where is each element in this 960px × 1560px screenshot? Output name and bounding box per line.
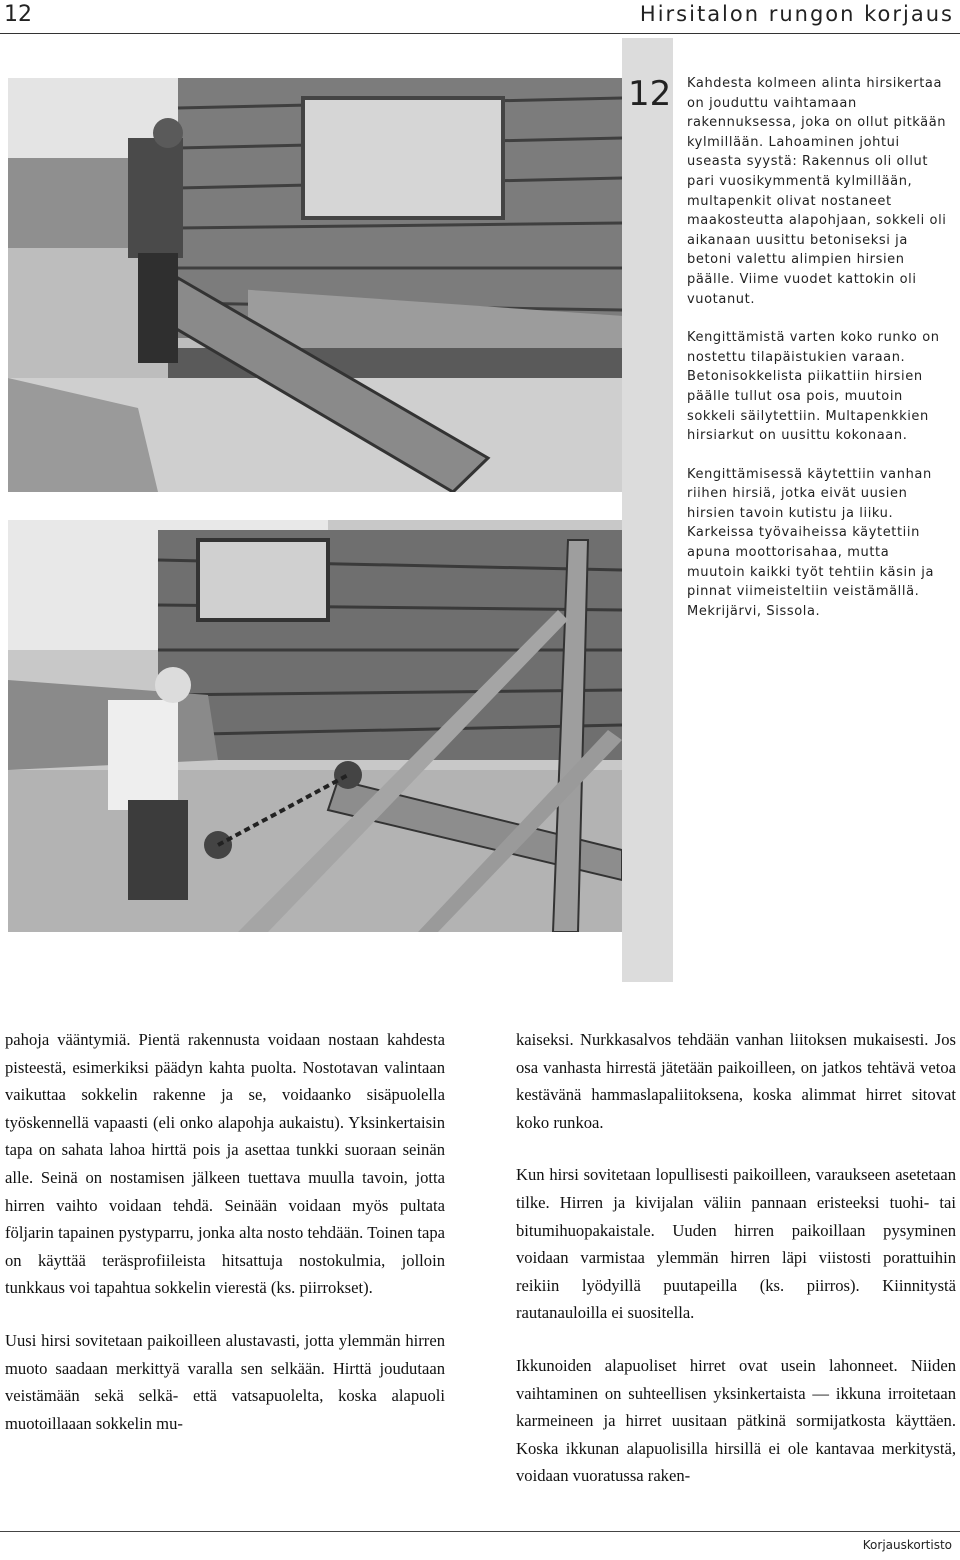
photo-bottom bbox=[8, 520, 622, 932]
body-paragraph: kaiseksi. Nurkkasalvos tehdään vanhan liitoksen mukaisesti. Jos osa vanhasta hirrestä jätetään paikoilleen, on jatkos tehtävä vetoa kestävänä hammaslapaliitoksena, koska alimmat hirret sitovat koko runkoa. bbox=[516, 1030, 956, 1132]
photo-top-illustration bbox=[8, 78, 622, 492]
body-paragraph: Uusi hirsi sovitetaan paikoilleen alustavasti, jotta ylemmän hirren muoto saadaan merkittyä varalla sen selkään. Hirttä joudutaan veistämään sekä selkä- että vatsapuolelta, koska alapuoli muotoillaaan sokkelin mu- bbox=[5, 1330, 445, 1433]
body-paragraph: Kun hirsi sovitetaan lopullisesti paikoilleen, varaukseen asetetaan tilke. Hirren ja kivijalan väliin pannaan eristeeksi tuohi- tai bitumihuopakaistale. Uuden hirren paikoillaan pysyminen voidaan varmistaa ylemmän hirren läpi viistosti porattuihin reikiin lyödyillä puutapeilla (ks. piirros). Kiinnitystä rautanauloilla ei suositella. bbox=[516, 1165, 956, 1323]
figure-caption bbox=[687, 74, 949, 640]
figure-number: 12 bbox=[628, 74, 672, 114]
body-column-left bbox=[5, 1026, 445, 1462]
photo-bottom-illustration bbox=[8, 520, 622, 932]
footer-divider bbox=[0, 1531, 960, 1532]
caption-paragraph: Kahdesta kolmeen alinta hirsikertaa on jouduttu vaihtamaan rakennuksessa, joka on ollut pitkään kylmillään. Lahoaminen johtui useasta syystä: Rakennus oli ollut pari vuosikymmentä kylmillään, multapenkit olivat nostaneet maakosteutta alapohjaan, sokkeli oli aikanaan uusittu betoniseksi ja betoni valettu alimpien hirsien päälle. Viime vuodet kattokin oli vuotanut. bbox=[687, 76, 947, 307]
header-divider bbox=[0, 33, 960, 34]
photo-top bbox=[8, 78, 622, 492]
caption-band bbox=[622, 38, 673, 982]
footer-label: Korjauskortisto bbox=[862, 1538, 952, 1552]
body-paragraph: Ikkunoiden alapuoliset hirret ovat usein lahonneet. Niiden vaihtaminen on suhteellisen yksinkertaista — ikkuna irroitetaan karmeineen ja hirret uusitaan pätkinä sormijatkosta käyttäen. Koska ikkunan alapuolisilla hirsillä ei ole kantavaa merkitystä, voidaan vuoratussa raken- bbox=[516, 1355, 956, 1486]
body-column-right bbox=[516, 1026, 956, 1515]
page-header bbox=[0, 0, 960, 34]
caption-paragraph: Kengittämisessä käytettiin vanhan riihen hirsiä, jotka eivät uusien hirsien tavoin kutistu ja liiku. Karkeissa työvaiheissa käytettiin apuna moottorisahaa, mutta muutoin kaikki työt tehtiin käsin ja pinnat viimeisteltiin veistämällä. Mekrijärvi, Sissola. bbox=[687, 466, 935, 619]
page-title: Hirsitalon rungon korjaus bbox=[639, 2, 954, 26]
caption-paragraph: Kengittämistä varten koko runko on nostettu tilapäistukien varaan. Betonisokkelista piikattiin hirsien päälle tullut osa pois, muutoin sokkeli säilytettiin. Multapenkkien hirsiarkut on uusittu kokonaan. bbox=[687, 330, 940, 444]
page-number: 12 bbox=[4, 2, 32, 27]
body-paragraph: pahoja vääntymiä. Pientä rakennusta voidaan nostaan kahdesta pisteestä, esimerkiksi päädyn kahta puolta. Nostotavan valintaan vaikuttaa sokkelin rakenne ja se, voidaanko sisäpuolella työskennellä vapaasti (eli onko alapohja aukaistu). Yksinkertaisin tapa on sahata lahoa hirttä pois ja asettaa tunkki suoraan seinän alle. Seinä on nostamisen jälkeen tuettava muulla tavoin, jotta hirren vaihto voidaan tehdä. Seinään voidaan myös pultata följarin tapainen pystyparru, jonka alta nosto tehdään. Toinen tapa on käyttää teräsprofiileista hitsattuja nostokulmia, jolloin tunkkaus voi tapahtua sokkelin vierestä (ks. piirrokset). bbox=[5, 1030, 445, 1298]
